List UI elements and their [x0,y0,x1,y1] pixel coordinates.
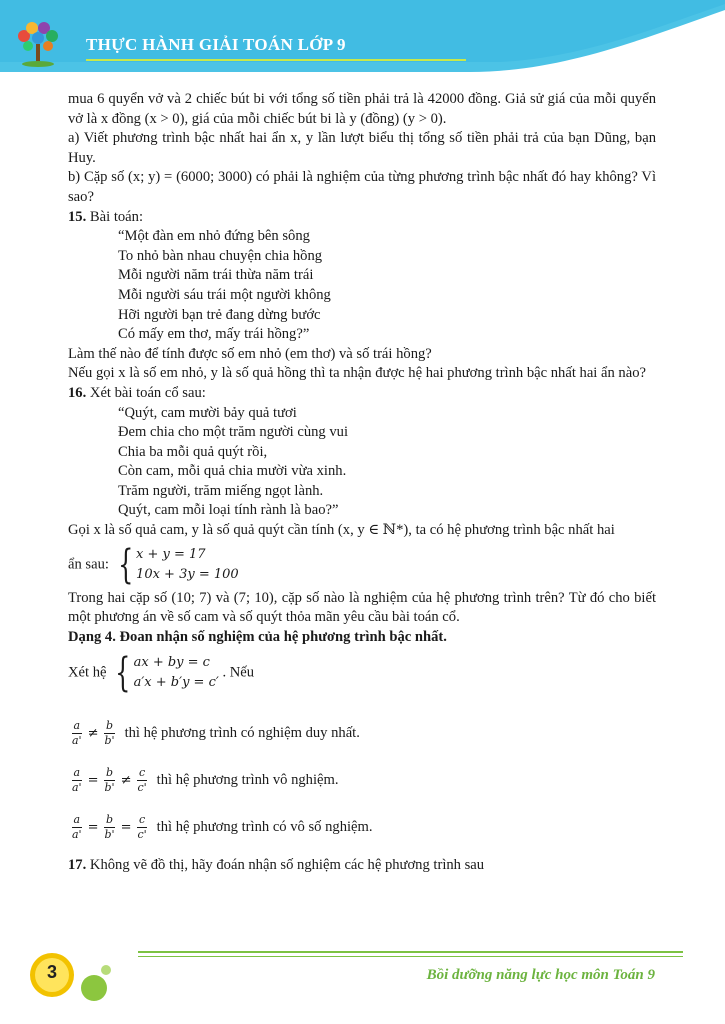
poem-line: “Một đàn em nhỏ đứng bên sông [118,228,310,245]
poem-16 [118,404,656,522]
problem-17-text: Không vẽ đồ thị, hãy đoán nhận số nghiệm các hệ phương trình sau [89,857,485,874]
problem-15-question-2: Nếu gọi x là số em nhỏ, y là số quả hồng thì ta nhận được hệ hai phương trình bậc nhất hai ẩn nào? [68,365,646,382]
paragraph-part-a: a) Viết phương trình bậc nhất hai ẩn x, y lần lượt biểu thị tổng số tiền phải trả của bạn Dũng, bạn Huy. [68,130,656,166]
fraction: $\frac{c}{c'}$ [137,766,147,795]
problem-15-title: Bài toán: [89,208,144,225]
problem-16-question-2: Trong hai cặp số (10; 7) và (7; 10), cặp số nào là nghiệm của hệ phương trình trên? Từ đó cho biết một phương án về số cam và số quýt thỏa mãn yêu cầu bài toán cổ. [68,589,656,626]
fraction: $\frac{b}{b'}$ [104,813,115,842]
condition-text: thì hệ phương trình có nghiệm duy nhất. [124,725,360,742]
fraction: $\frac{c}{c'}$ [137,813,147,842]
poem-line: Còn cam, mỗi quả chia mười vừa xinh. [118,463,347,480]
section-dang-4: Dạng 4. Đoan nhận số nghiệm của hệ phương trình bậc nhất. [68,628,447,645]
page-number: 3 [46,962,57,982]
poem-line: Chia ba mỗi quả quýt rồi, [118,443,268,460]
problem-16-system-row [68,541,656,589]
xet-he-label: Xét hệ [68,664,107,681]
footer-divider-thin [138,956,683,957]
poem-line: Mỗi người năm trái thừa năm trái [118,267,314,284]
header-title: THỰC HÀNH GIẢI TOÁN LỚP 9 [86,35,346,54]
brace-icon: { [115,650,131,697]
problem-15-number: 15. [68,208,87,225]
general-system [110,650,219,697]
problem-17 [68,856,656,876]
poem-line: Quýt, cam mỗi loại tính rành là bao?” [118,502,339,519]
paragraph-part-b: b) Cặp số (x; y) = (6000; 3000) có phải là nghiệm của từng phương trình bậc nhất đó hay không? Vì sao? [68,169,656,205]
poem-line: To nhỏ bàn nhau chuyện chia hồng [118,247,323,264]
condition-infinite: $\frac{a}{a'}$ = $\frac{b}{b'}$ = $\frac{c}{c'}$ thì hệ phương trình có vô số nghiệm. [72,813,373,842]
problem-16-system-label: ẩn sau: [68,556,109,572]
neu-label: . Nếu [222,664,255,681]
footer-title: Bồi dưỡng năng lực học môn Toán 9 [426,967,655,983]
fraction: $\frac{a}{a'}$ [72,766,82,795]
problem-16-question: Gọi x là số quả cam, y là số quả quýt cần tính (x, y ∈ ℕ*), ta có hệ phương trình bậc nhất hai [68,522,615,539]
equation: x + y = 17 [136,546,206,562]
page-content [68,90,656,876]
condition-none: $\frac{a}{a'}$ = $\frac{b}{b'}$ ≠ $\frac{c}{c'}$ thì hệ phương trình vô nghiệm. [72,766,339,795]
fraction: $\frac{a}{a'}$ [72,813,82,842]
page-header [0,0,725,80]
problem-16-system [113,541,239,588]
fraction: $\frac{a}{a'}$ [72,719,82,748]
problem-16-number: 16. [68,384,87,401]
brace-icon: { [117,541,133,588]
fraction: $\frac{b}{b'}$ [104,766,115,795]
poem-line: Đem chia cho một trăm người cùng vui [118,424,349,441]
poem-15 [118,227,656,345]
fraction: $\frac{b}{b'}$ [104,719,115,748]
poem-line: Trăm người, trăm miếng ngọt lành. [118,482,324,499]
condition-text: thì hệ phương trình vô nghiệm. [156,772,339,789]
condition-text: thì hệ phương trình có vô số nghiệm. [156,819,373,836]
general-system-row [68,649,656,697]
equation: 10x + 3y = 100 [136,566,239,582]
poem-line: Hỡi người bạn trẻ đang dừng bước [118,306,321,323]
paragraph-intro: mua 6 quyển vở và 2 chiếc bút bi với tổng số tiền phải trả là 42000 đồng. Giả sử giá của mỗi quyển vở là x đồng (x > 0), giá của mỗi chiếc bút bi là y (đồng) (y > 0). [68,91,656,127]
problem-15-question: Làm thế nào để tính được số em nhỏ (em thơ) và số trái hồng? [68,345,432,362]
poem-line: “Quýt, cam mười bảy quả tươi [118,404,297,421]
equation: ax + by = c [133,655,210,671]
problem-16-heading [68,384,656,404]
problem-16-title: Xét bài toán cổ sau: [89,384,206,401]
equation: a′x + b′y = c′ [133,675,219,691]
footer-divider [138,951,683,953]
condition-unique: $\frac{a}{a'}$ ≠ $\frac{b}{b'}$ thì hệ phương trình có nghiệm duy nhất. [72,719,360,748]
problem-17-number: 17. [68,857,87,874]
poem-line: Mỗi người sáu trái một người không [118,286,331,303]
problem-15-heading [68,208,656,228]
poem-line: Có mấy em thơ, mấy trái hồng?” [118,326,310,343]
